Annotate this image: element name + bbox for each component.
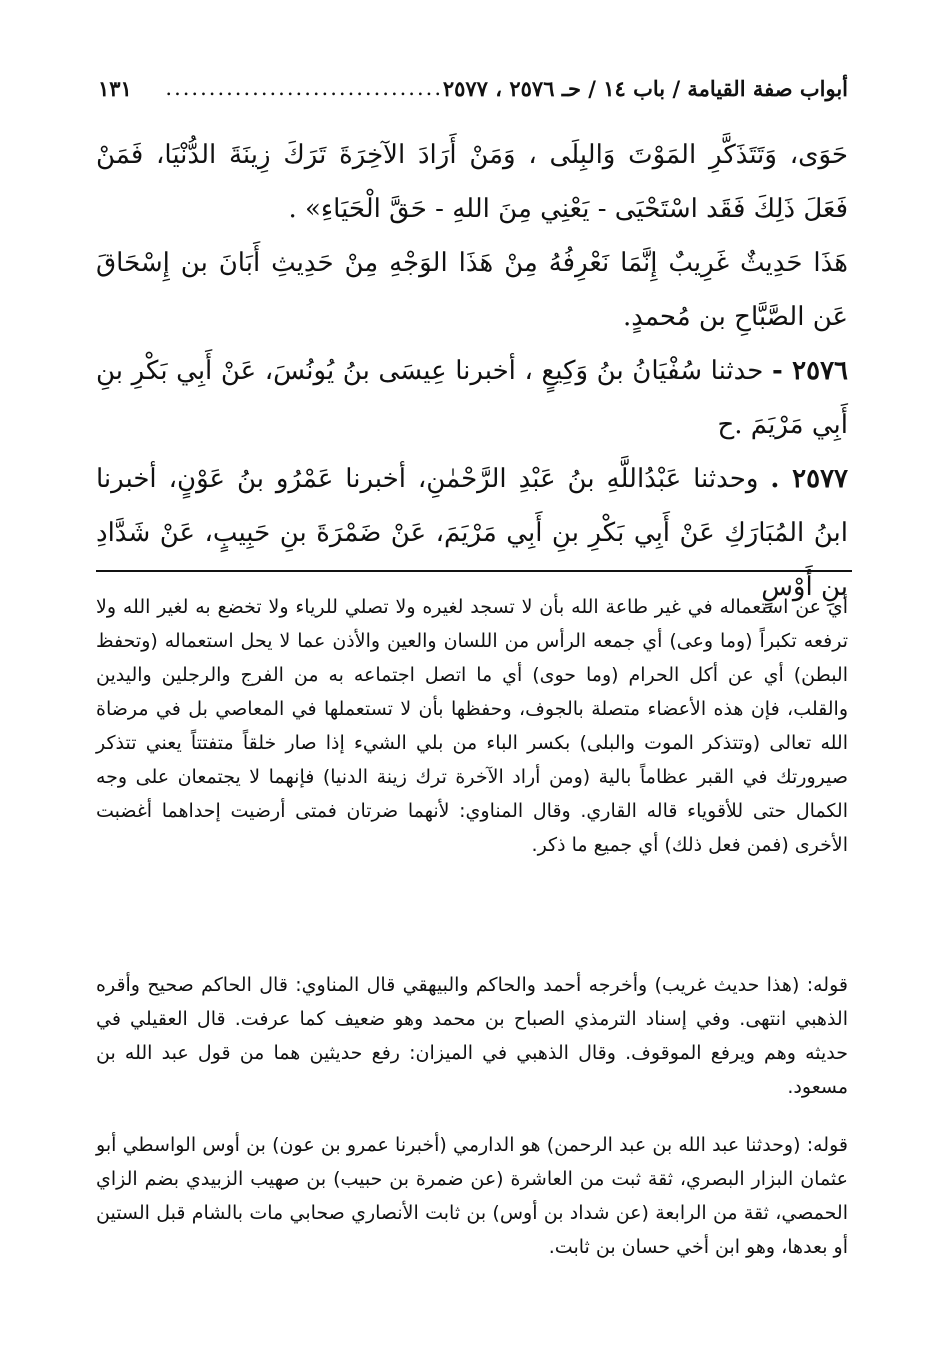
hadith-text-2: هَذَا حَدِيثٌ غَرِيبٌ إِنَّمَا نَعْرِفُهُ مِنْ هَذَا الوَجْهِ مِنْ حَدِيثِ أَبَانَ بن إِسْحَاقَ عَن الصَّبَّاحِ بن مُحمدٍ. <box>96 248 848 332</box>
hadith-paragraph-1 <box>96 128 848 236</box>
commentary-paragraph-2: قوله: (هذا حديث غريب) وأخرجه أحمد والحاكم والبيهقي قال المناوي: قال الحاكم صحيح وأقره الذهبي انتهى. وفي إسناد الترمذي الصباح بن محمد وهو ضعيف كما عرفت. قال العقيلي في حديثه وهم ويرفع الموقوف. وقال الذهبي في الميزان: رفع حديثين هما من قول عبد الله بن مسعود. <box>96 974 848 1098</box>
footnote-divider <box>96 570 852 572</box>
running-header <box>98 76 848 116</box>
commentary-paragraph-3: قوله: (وحدثنا عبد الله بن عبد الرحمن) هو الدارمي (أخبرنا عمرو بن عون) بن أوس الواسطي أبو عثمان البزار البصري، ثقة ثبت من العاشرة (عن ضمرة بن حبيب) بن صهيب الزبيدي بضم الزاي الحمصي، ثقة من الرابعة (عن شداد بن أوس) بن ثابت الأنصاري صحابي مات بالشام قبل الستين أو بعدها، وهو ابن أخي حسان بن ثابت. <box>96 1134 848 1258</box>
hadith-number-2577: ٢٥٧٧ . <box>770 464 848 494</box>
hadith-text-2577: وحدثنا عَبْدُاللَّهِ بنُ عَبْدِ الرَّحْمٰنِ، أخبرنا عَمْرُو بنُ عَوْنٍ، أخبرنا ابنُ المُبَارَكِ عَنْ أَبِي بَكْرِ بنِ أَبِي مَرْيَمَ، عَنْ ضَمْرَةَ بنِ حَبِيبٍ، عَنْ شَدَّادِ بنِ أَوْسٍ <box>96 464 848 602</box>
chapter-title: أبواب صفة القيامة / باب ١٤ / حـ ٢٥٧٦ ، ٢٥٧٧ <box>442 76 848 101</box>
page-number: ١٣١ <box>98 76 132 101</box>
hadith-text-2576: حدثنا سُفْيَانُ بنُ وَكِيعٍ ، أخبرنا عِيسَى بنُ يُونُسَ، عَنْ أَبِي بَكْرِ بنِ أَبِي مَرْيَمَ .ح <box>96 356 848 440</box>
hadith-2576 <box>96 344 848 452</box>
hadith-paragraph-2 <box>96 236 848 344</box>
header-dot-leader: ................................ <box>165 76 443 100</box>
hadith-number-2576: ٢٥٧٦ - <box>771 356 849 386</box>
hadith-text-1: حَوَى، وَتَتَذَكَّرِ المَوْتَ وَالبِلَى ، وَمَنْ أَرَادَ الآخِرَةَ تَرَكَ زِينَةَ الدُّنْيَا، فَمَنْ فَعَلَ ذَلِكَ فَقَد اسْتَحْيَى - يَعْنِي مِنَ اللهِ - حَقَّ الْحَيَاءِ» . <box>96 140 848 224</box>
commentary-paragraph-1: أي عن استعماله في غير طاعة الله بأن لا تسجد لغيره ولا تصلي للرياء ولا تخضع به لغير الله ولا ترفعه تكبراً (وما وعى) أي جمعه الرأس من اللسان والعين والأذن عما لا يحل استعماله (وتحفظ البطن) أي عن أكل الحرام (وما حوى) أي ما اتصل اجتماعه به من الفرج والرجلين واليدين والقلب، فإن هذه الأعضاء متصلة بالجوف، وحفظها بأن لا تستعملها في المعاصي بل في مرضاة الله تعالى (وتتذكر الموت والبلى) بكسر الباء من بلي الشيء إذا صار خلقاً متفتتاً يعني تتذكر صيرورتك في القبر عظاماً بالية (ومن أراد الآخرة ترك زينة الدنيا) فإنهما لا يجتمعان على وجه الكمال حتى للأقوياء قاله القاري. وقال المناوي: لأنهما ضرتان فمتى أرضيت إحداهما أغضبت الأخرى (فمن فعل ذلك) أي جميع ما ذكر. <box>96 596 848 856</box>
